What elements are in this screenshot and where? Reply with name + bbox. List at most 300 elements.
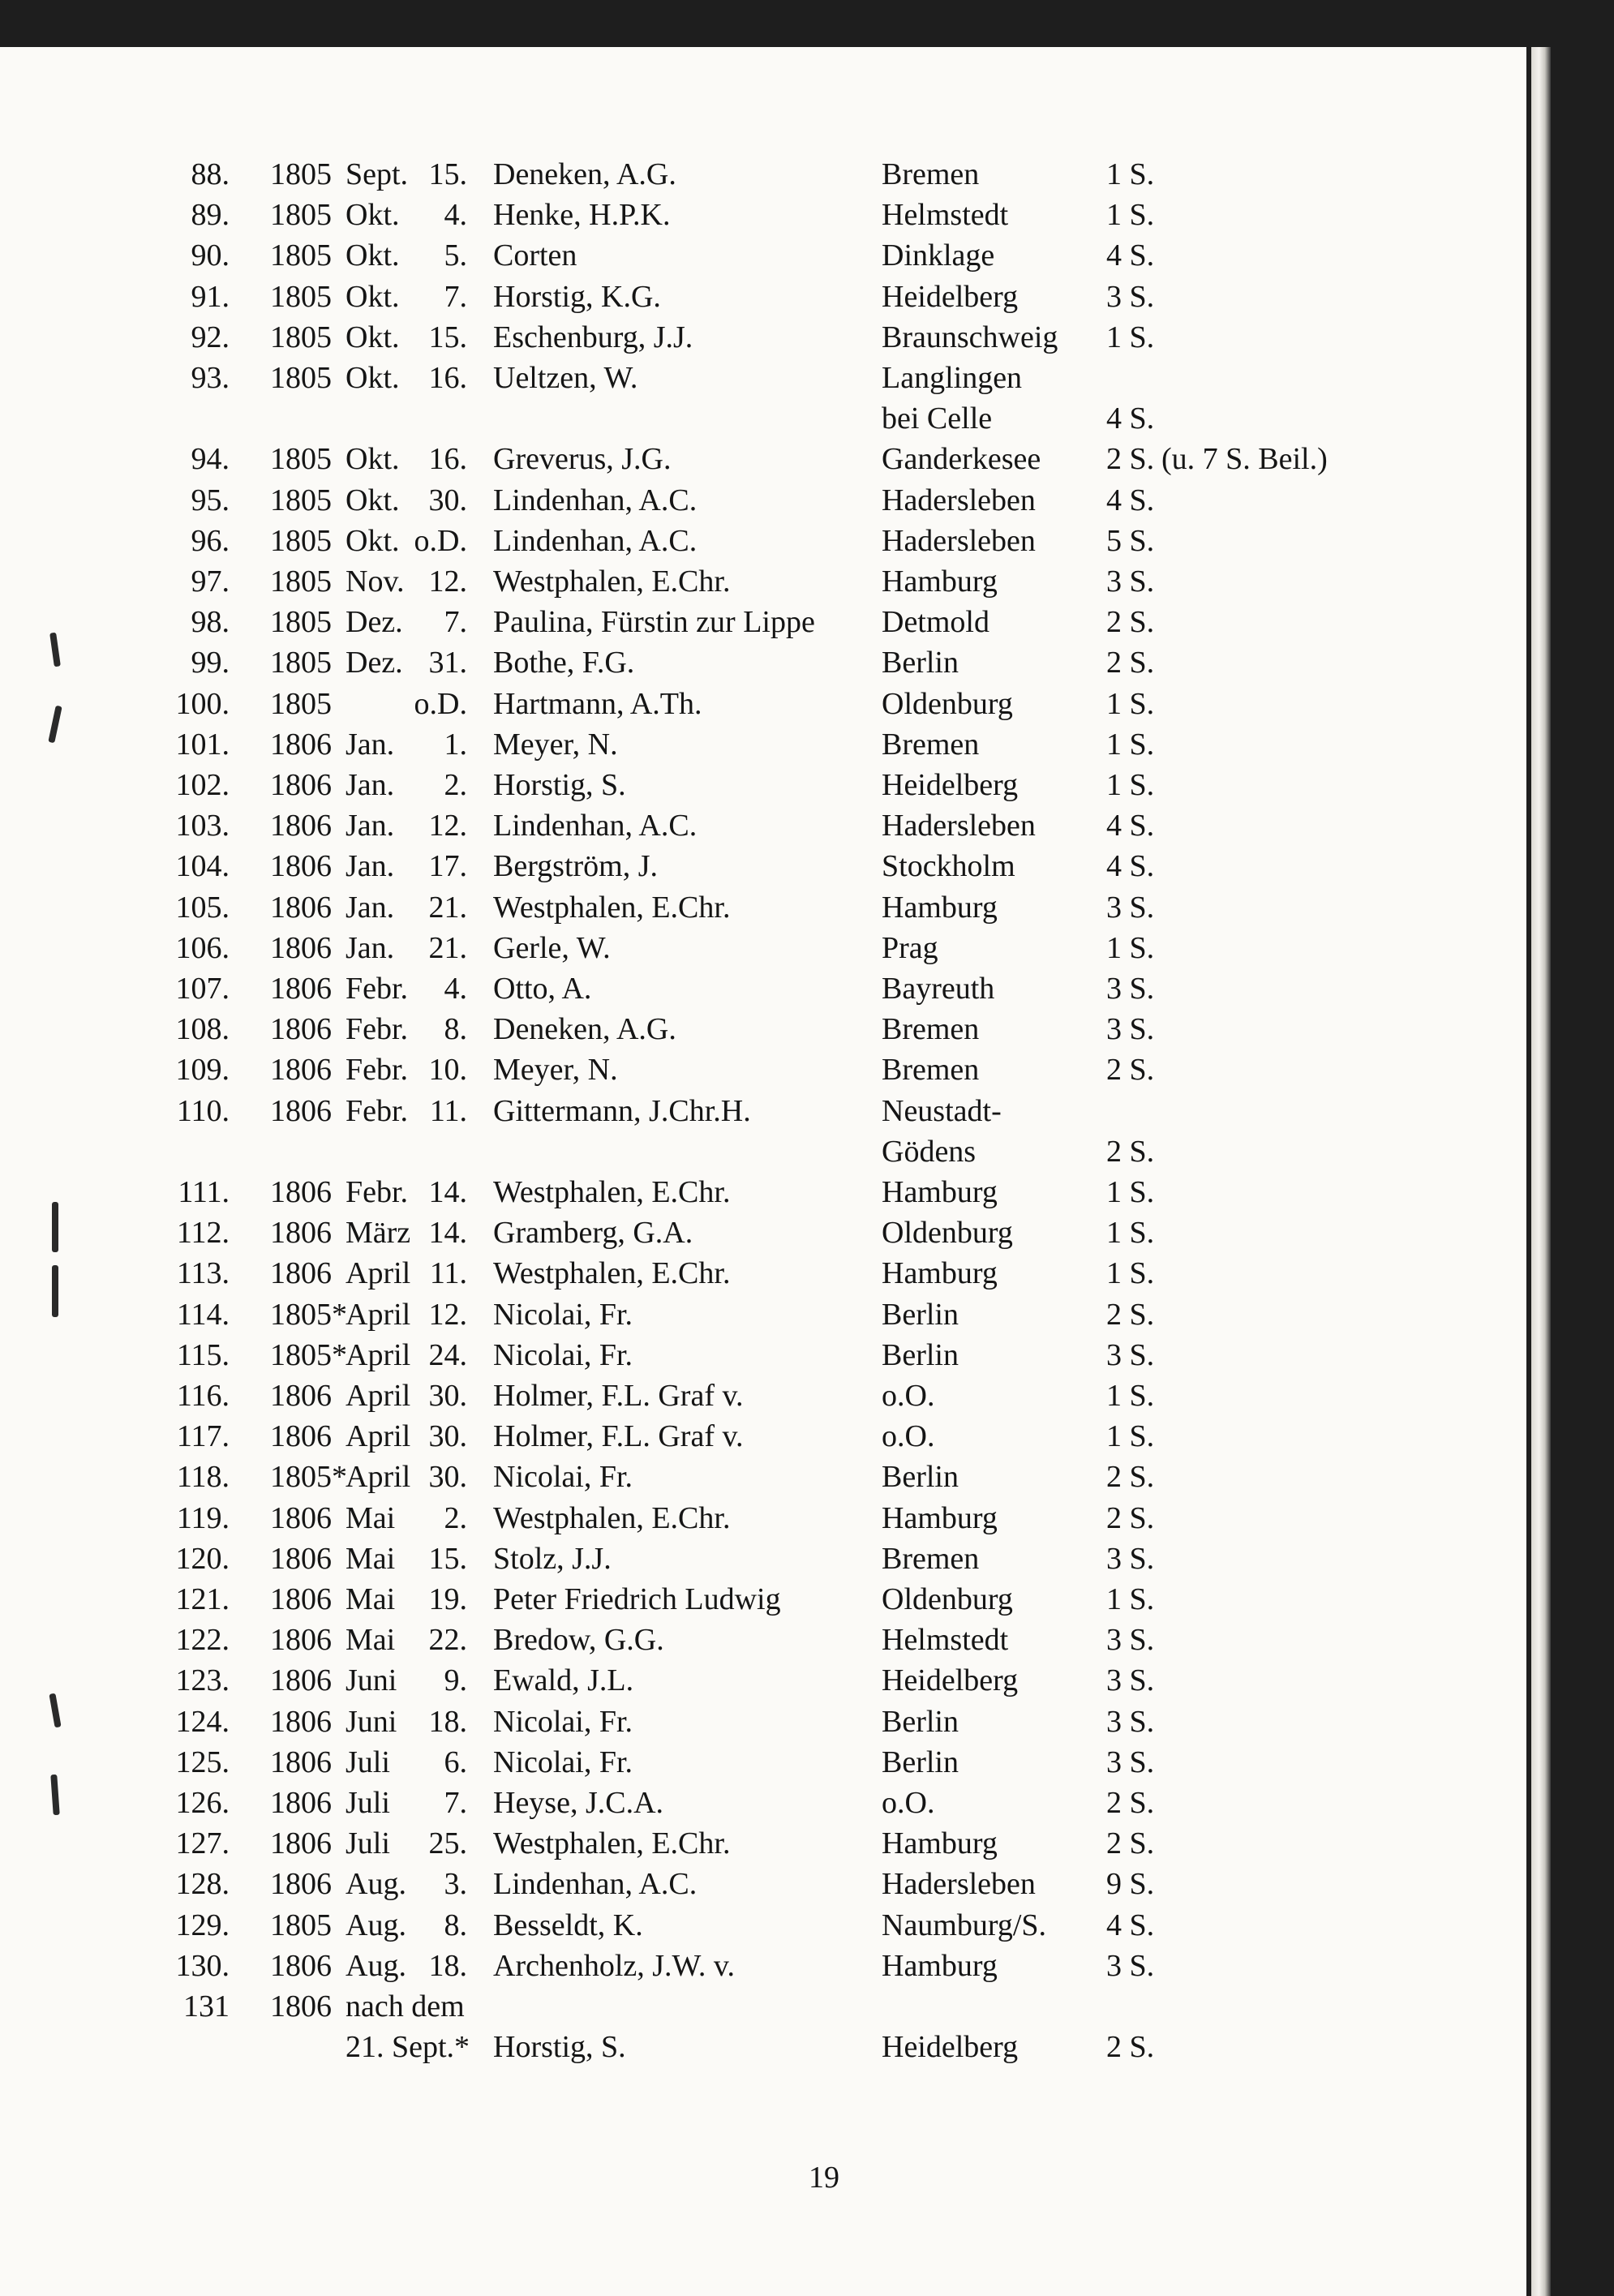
entry-number: 112. — [176, 1216, 230, 1250]
entry-year: 1805 — [270, 646, 332, 680]
entry-day: 15. — [428, 320, 467, 354]
entry-day: 16. — [428, 361, 467, 395]
entry-pages: 1 S. — [1106, 157, 1155, 191]
entry-pages: 3 S. — [1106, 280, 1155, 314]
entry-correspondent: Nicolai, Fr. — [493, 1298, 633, 1332]
entry-year: 1805 — [270, 238, 332, 273]
entry-year: 1806 — [270, 1094, 332, 1128]
entry-number: 99. — [191, 646, 230, 680]
entry-place: Berlin — [882, 1338, 959, 1372]
entry-pages: 3 S. — [1106, 1012, 1155, 1046]
entry-month: 21. Sept.* — [346, 2030, 470, 2064]
entry-month: Mai — [346, 1501, 396, 1535]
entry-number: 94. — [191, 442, 230, 476]
entry-correspondent: Gerle, W. — [493, 931, 611, 965]
entry-pages: 3 S. — [1106, 1623, 1155, 1657]
entry-correspondent: Paulina, Fürstin zur Lippe — [493, 605, 815, 639]
entry-place: Hamburg — [882, 1175, 998, 1209]
entry-year: 1806 — [270, 1705, 332, 1739]
entry-number: 102. — [175, 768, 230, 802]
entry-month: März — [346, 1216, 411, 1250]
entry-pages: 3 S. — [1106, 891, 1155, 925]
entry-correspondent: Westphalen, E.Chr. — [493, 1256, 731, 1290]
entry-number: 122. — [175, 1623, 230, 1657]
entry-year: 1806 — [270, 1053, 332, 1087]
entry-place: Hadersleben — [882, 483, 1036, 517]
entry-pages: 2 S. — [1106, 442, 1155, 476]
entry-pages: 9 S. — [1106, 1867, 1155, 1901]
entry-year: 1805 — [270, 605, 332, 639]
entry-pages: 4 S. — [1106, 483, 1155, 517]
entry-month: April — [346, 1298, 411, 1332]
entry-pages: 3 S. — [1106, 972, 1155, 1006]
entry-day: 3. — [444, 1867, 467, 1901]
entry-pages: 3 S. — [1106, 1542, 1155, 1576]
entry-day: 18. — [428, 1949, 467, 1983]
entry-number: 126. — [175, 1786, 230, 1820]
entry-day: 30. — [428, 1460, 467, 1494]
entry-number: 103. — [175, 809, 230, 843]
entry-year: 1806 — [270, 1012, 332, 1046]
entry-year: 1805 — [270, 524, 332, 558]
entry-note: (u. 7 S. Beil.) — [1161, 442, 1328, 476]
entry-number: 90. — [191, 238, 230, 273]
entry-correspondent: Lindenhan, A.C. — [493, 809, 698, 843]
entry-number: 130. — [175, 1949, 230, 1983]
entry-correspondent: Heyse, J.C.A. — [493, 1786, 664, 1820]
entry-pages: 2 S. — [1106, 1826, 1155, 1860]
entry-number: 107. — [175, 972, 230, 1006]
entry-pages: 3 S. — [1106, 1663, 1155, 1697]
entry-month: Aug. — [346, 1867, 406, 1901]
entry-day: 24. — [428, 1338, 467, 1372]
entry-number: 108. — [175, 1012, 230, 1046]
entry-day: 16. — [428, 442, 467, 476]
entry-pages: 1 S. — [1106, 198, 1155, 232]
entry-place: Heidelberg — [882, 280, 1019, 314]
entry-month: Aug. — [346, 1949, 406, 1983]
entry-year: 1805 — [270, 361, 332, 395]
entry-year: 1805 — [270, 483, 332, 517]
entry-year: 1806 — [270, 1419, 332, 1453]
entry-day: 8. — [444, 1908, 467, 1942]
entry-place: Berlin — [882, 1705, 959, 1739]
entry-year: 1806 — [270, 891, 332, 925]
entry-number: 119. — [176, 1501, 230, 1535]
entry-day: 7. — [444, 605, 467, 639]
entry-month: Mai — [346, 1542, 396, 1576]
entry-year: 1806 — [270, 1745, 332, 1779]
entry-number: 109. — [175, 1053, 230, 1087]
entry-year: 1806 — [270, 1216, 332, 1250]
entry-place: Bayreuth — [882, 972, 995, 1006]
entry-number: 123. — [175, 1663, 230, 1697]
entry-number: 114. — [176, 1298, 230, 1332]
entry-year: 1805 — [270, 442, 332, 476]
entry-place: Braunschweig — [882, 320, 1058, 354]
entry-place: Helmstedt — [882, 1623, 1009, 1657]
entry-day: 11. — [429, 1094, 467, 1128]
entry-day: 12. — [428, 1298, 467, 1332]
entry-correspondent: Westphalen, E.Chr. — [493, 1175, 731, 1209]
entry-number: 89. — [191, 198, 230, 232]
entry-day: 9. — [444, 1663, 467, 1697]
entry-place: Bremen — [882, 157, 980, 191]
entry-year: 1806 — [270, 1867, 332, 1901]
entry-number: 97. — [191, 564, 230, 599]
entry-month: Juni — [346, 1705, 397, 1739]
entry-correspondent: Lindenhan, A.C. — [493, 483, 698, 517]
entry-place: Hamburg — [882, 1826, 998, 1860]
entry-place: Berlin — [882, 646, 959, 680]
page-edge — [1531, 47, 1551, 2296]
entry-place: o.O. — [882, 1379, 935, 1413]
entry-place: Prag — [882, 931, 938, 965]
entry-correspondent: Westphalen, E.Chr. — [493, 564, 731, 599]
entry-correspondent: Gramberg, G.A. — [493, 1216, 693, 1250]
entry-place: Bremen — [882, 727, 980, 762]
entry-month: Juli — [346, 1786, 390, 1820]
document-page — [0, 47, 1526, 2296]
entry-month: Febr. — [346, 1094, 409, 1128]
entry-pages: 1 S. — [1106, 1419, 1155, 1453]
entry-pages: 1 S. — [1106, 768, 1155, 802]
margin-mark — [52, 1265, 58, 1317]
entry-month: Juli — [346, 1826, 390, 1860]
entry-pages: 3 S. — [1106, 1745, 1155, 1779]
entry-year: 1805 — [270, 320, 332, 354]
entry-pages: 1 S. — [1106, 1216, 1155, 1250]
entry-place: Heidelberg — [882, 768, 1019, 802]
entry-month: April — [346, 1256, 411, 1290]
entry-correspondent: Peter Friedrich Ludwig — [493, 1582, 781, 1616]
entry-correspondent: Archenholz, J.W. v. — [493, 1949, 735, 1983]
entry-pages: 1 S. — [1106, 1379, 1155, 1413]
entry-day: 30. — [428, 1379, 467, 1413]
entry-place: Berlin — [882, 1460, 959, 1494]
entry-month: Okt. — [346, 238, 400, 273]
entry-year: 1805 — [270, 687, 332, 721]
entry-pages: 3 S. — [1106, 1949, 1155, 1983]
entry-place: Hamburg — [882, 1949, 998, 1983]
entry-month: April — [346, 1460, 411, 1494]
entry-correspondent: Holmer, F.L. Graf v. — [493, 1419, 744, 1453]
entry-day: 14. — [428, 1216, 467, 1250]
entry-month: Jan. — [346, 849, 395, 883]
entry-day: 7. — [444, 280, 467, 314]
entry-place: Bremen — [882, 1012, 980, 1046]
entry-day: 12. — [428, 564, 467, 599]
entry-correspondent: Horstig, K.G. — [493, 280, 661, 314]
entry-day: 1. — [444, 727, 467, 762]
entry-number: 121. — [175, 1582, 230, 1616]
entry-correspondent: Westphalen, E.Chr. — [493, 891, 731, 925]
entry-day: 7. — [444, 1786, 467, 1820]
entry-month: Juni — [346, 1663, 397, 1697]
entry-day: 11. — [429, 1256, 467, 1290]
entry-correspondent: Bothe, F.G. — [493, 646, 635, 680]
entry-year: 1806 — [270, 1501, 332, 1535]
entry-place: Langlingen — [882, 361, 1023, 395]
entry-month: Febr. — [346, 1175, 409, 1209]
entry-pages: 2 S. — [1106, 1786, 1155, 1820]
entry-month: Dez. — [346, 605, 403, 639]
entry-pages: 3 S. — [1106, 1338, 1155, 1372]
entry-correspondent: Besseldt, K. — [493, 1908, 643, 1942]
entry-number: 120. — [175, 1542, 230, 1576]
entry-pages: 3 S. — [1106, 564, 1155, 599]
entry-month: Febr. — [346, 1012, 409, 1046]
entry-year: 1805* — [270, 1460, 347, 1494]
entry-place: o.O. — [882, 1786, 935, 1820]
entry-month: Juli — [346, 1745, 390, 1779]
entry-year: 1806 — [270, 1582, 332, 1616]
entry-pages: 1 S. — [1106, 931, 1155, 965]
entry-correspondent: Nicolai, Fr. — [493, 1745, 633, 1779]
entry-day: 4. — [444, 972, 467, 1006]
entry-month: Jan. — [346, 727, 395, 762]
page-number: 19 — [809, 2161, 839, 2195]
entry-month: April — [346, 1419, 411, 1453]
entry-correspondent: Holmer, F.L. Graf v. — [493, 1379, 744, 1413]
entry-year: 1806 — [270, 1623, 332, 1657]
entry-year: 1806 — [270, 1256, 332, 1290]
entry-year: 1806 — [270, 1786, 332, 1820]
entry-place: o.O. — [882, 1419, 935, 1453]
entry-correspondent: Nicolai, Fr. — [493, 1460, 633, 1494]
entry-number: 100. — [175, 687, 230, 721]
entry-month: Okt. — [346, 442, 400, 476]
entry-pages: 3 S. — [1106, 1705, 1155, 1739]
entry-day: 10. — [428, 1053, 467, 1087]
entry-number: 128. — [175, 1867, 230, 1901]
entry-place: Berlin — [882, 1745, 959, 1779]
entry-number: 131 — [183, 1989, 230, 2023]
entry-pages: 2 S. — [1106, 1460, 1155, 1494]
entry-day: 15. — [428, 157, 467, 191]
entry-place: Hadersleben — [882, 1867, 1036, 1901]
entry-number: 124. — [175, 1705, 230, 1739]
entry-year: 1805 — [270, 1908, 332, 1942]
entry-place: Oldenburg — [882, 687, 1013, 721]
entry-month: Okt. — [346, 361, 400, 395]
entry-month: April — [346, 1379, 411, 1413]
entry-place: Stockholm — [882, 849, 1015, 883]
entry-correspondent: Stolz, J.J. — [493, 1542, 612, 1576]
entry-month: Okt. — [346, 320, 400, 354]
entry-correspondent: Ueltzen, W. — [493, 361, 638, 395]
entry-month: Dez. — [346, 646, 403, 680]
entry-day: o.D. — [414, 687, 467, 721]
entry-month: Okt. — [346, 524, 400, 558]
entry-correspondent: Lindenhan, A.C. — [493, 1867, 698, 1901]
entry-number: 115. — [176, 1338, 230, 1372]
entry-correspondent: Nicolai, Fr. — [493, 1338, 633, 1372]
entry-correspondent: Nicolai, Fr. — [493, 1705, 633, 1739]
entry-pages: 2 S. — [1106, 646, 1155, 680]
entry-pages: 4 S. — [1106, 849, 1155, 883]
entry-correspondent: Deneken, A.G. — [493, 157, 676, 191]
entry-pages: 2 S. — [1106, 2030, 1155, 2064]
entry-number: 129. — [175, 1908, 230, 1942]
entry-place: Naumburg/S. — [882, 1908, 1047, 1942]
entry-month: Okt. — [346, 280, 400, 314]
entry-correspondent: Bredow, G.G. — [493, 1623, 664, 1657]
entry-month: Mai — [346, 1582, 396, 1616]
entry-number: 98. — [191, 605, 230, 639]
entry-number: 101. — [175, 727, 230, 762]
entry-correspondent: Eschenburg, J.J. — [493, 320, 693, 354]
entry-day: 12. — [428, 809, 467, 843]
entry-pages: 2 S. — [1106, 1298, 1155, 1332]
entry-day: 4. — [444, 198, 467, 232]
entry-pages: 2 S. — [1106, 1135, 1155, 1169]
entry-correspondent: Otto, A. — [493, 972, 592, 1006]
entry-pages: 1 S. — [1106, 727, 1155, 762]
entry-year: 1806 — [270, 972, 332, 1006]
entry-day: 30. — [428, 483, 467, 517]
entry-year: 1806 — [270, 768, 332, 802]
entry-month: April — [346, 1338, 411, 1372]
entry-correspondent: Corten — [493, 238, 577, 273]
entry-correspondent: Ewald, J.L. — [493, 1663, 634, 1697]
entry-place: Heidelberg — [882, 1663, 1019, 1697]
entry-month: nach dem — [346, 1989, 465, 2023]
entry-place: Oldenburg — [882, 1582, 1013, 1616]
entry-year: 1806 — [270, 931, 332, 965]
entry-year: 1806 — [270, 1379, 332, 1413]
entry-number: 117. — [176, 1419, 230, 1453]
entry-day: 17. — [428, 849, 467, 883]
entry-place: Hadersleben — [882, 524, 1036, 558]
entry-year: 1805 — [270, 280, 332, 314]
entry-place: Bremen — [882, 1053, 980, 1087]
entry-correspondent: Greverus, J.G. — [493, 442, 672, 476]
entry-number: 110. — [176, 1094, 230, 1128]
entry-month: Okt. — [346, 198, 400, 232]
entry-day: 5. — [444, 238, 467, 273]
entry-pages: 4 S. — [1106, 238, 1155, 273]
entry-year: 1806 — [270, 1949, 332, 1983]
entry-place: Hamburg — [882, 891, 998, 925]
entry-year: 1806 — [270, 849, 332, 883]
entry-year: 1805* — [270, 1298, 347, 1332]
margin-mark — [52, 1202, 58, 1252]
entry-number: 91. — [191, 280, 230, 314]
entry-day: 31. — [428, 646, 467, 680]
entry-number: 93. — [191, 361, 230, 395]
entry-month: Febr. — [346, 972, 409, 1006]
entry-pages: 1 S. — [1106, 1582, 1155, 1616]
entry-pages: 1 S. — [1106, 1256, 1155, 1290]
entry-month: Jan. — [346, 768, 395, 802]
entry-correspondent: Gittermann, J.Chr.H. — [493, 1094, 751, 1128]
entry-day: 15. — [428, 1542, 467, 1576]
entry-correspondent: Meyer, N. — [493, 727, 618, 762]
entry-place: Ganderkesee — [882, 442, 1041, 476]
entry-correspondent: Westphalen, E.Chr. — [493, 1501, 731, 1535]
entry-number: 113. — [176, 1256, 230, 1290]
entry-place: Hamburg — [882, 1501, 998, 1535]
entry-pages: 1 S. — [1106, 687, 1155, 721]
entry-place: Hamburg — [882, 564, 998, 599]
entry-month: Jan. — [346, 931, 395, 965]
entry-number: 105. — [175, 891, 230, 925]
entry-pages: 5 S. — [1106, 524, 1155, 558]
entry-pages: 4 S. — [1106, 401, 1155, 436]
entry-correspondent: Henke, H.P.K. — [493, 198, 671, 232]
entry-year: 1806 — [270, 1175, 332, 1209]
entry-number: 127. — [175, 1826, 230, 1860]
entry-year: 1805 — [270, 564, 332, 599]
entry-number: 92. — [191, 320, 230, 354]
entry-correspondent: Lindenhan, A.C. — [493, 524, 698, 558]
entry-day: 2. — [444, 768, 467, 802]
entry-place: Dinklage — [882, 238, 995, 273]
entry-year: 1805 — [270, 157, 332, 191]
entry-place: Oldenburg — [882, 1216, 1013, 1250]
entry-place: Heidelberg — [882, 2030, 1019, 2064]
entry-correspondent: Westphalen, E.Chr. — [493, 1826, 731, 1860]
entry-year: 1806 — [270, 1663, 332, 1697]
entry-day: 19. — [428, 1582, 467, 1616]
entry-number: 111. — [178, 1175, 230, 1209]
entry-month: Mai — [346, 1623, 396, 1657]
entry-number: 88. — [191, 157, 230, 191]
entry-day: 21. — [428, 891, 467, 925]
entry-place: Hadersleben — [882, 809, 1036, 843]
entry-day: 21. — [428, 931, 467, 965]
entry-pages: 4 S. — [1106, 809, 1155, 843]
entry-day: 14. — [428, 1175, 467, 1209]
entry-number: 118. — [176, 1460, 230, 1494]
entry-year: 1806 — [270, 1826, 332, 1860]
entry-month: Nov. — [346, 564, 405, 599]
entry-place: Detmold — [882, 605, 989, 639]
entry-day: o.D. — [414, 524, 467, 558]
entry-year: 1805* — [270, 1338, 347, 1372]
entry-day: 2. — [444, 1501, 467, 1535]
entry-month: Jan. — [346, 891, 395, 925]
entry-year: 1805 — [270, 198, 332, 232]
entry-correspondent: Deneken, A.G. — [493, 1012, 676, 1046]
entry-correspondent: Bergström, J. — [493, 849, 659, 883]
entry-year: 1806 — [270, 1989, 332, 2023]
entry-correspondent: Horstig, S. — [493, 2030, 626, 2064]
entry-day: 8. — [444, 1012, 467, 1046]
entry-place: Helmstedt — [882, 198, 1009, 232]
entry-correspondent: Hartmann, A.Th. — [493, 687, 702, 721]
entry-pages: 2 S. — [1106, 1501, 1155, 1535]
entry-pages: 2 S. — [1106, 605, 1155, 639]
entry-day: 6. — [444, 1745, 467, 1779]
entry-day: 22. — [428, 1623, 467, 1657]
entry-correspondent: Meyer, N. — [493, 1053, 618, 1087]
entry-month: Sept. — [346, 157, 409, 191]
entry-year: 1806 — [270, 1542, 332, 1576]
entry-pages: 1 S. — [1106, 320, 1155, 354]
entry-place: Hamburg — [882, 1256, 998, 1290]
entry-place: Gödens — [882, 1135, 977, 1169]
entry-year: 1806 — [270, 809, 332, 843]
entry-pages: 2 S. — [1106, 1053, 1155, 1087]
entry-month: Febr. — [346, 1053, 409, 1087]
entry-place: Bremen — [882, 1542, 980, 1576]
entry-month: Okt. — [346, 483, 400, 517]
entry-number: 106. — [175, 931, 230, 965]
entry-number: 104. — [175, 849, 230, 883]
entry-day: 18. — [428, 1705, 467, 1739]
